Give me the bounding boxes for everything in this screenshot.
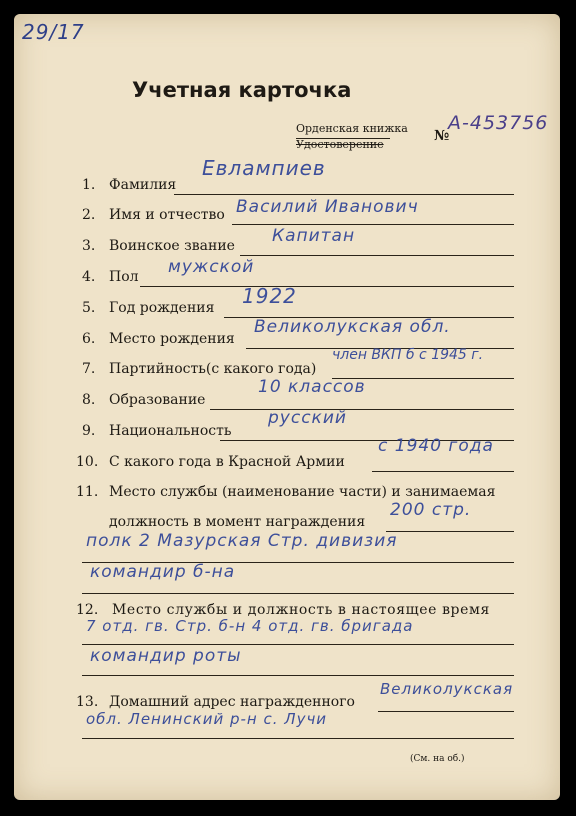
field-2-label: Имя и отчество xyxy=(109,207,225,223)
field-7-num: 7. xyxy=(82,361,96,377)
field-6-label: Место рождения xyxy=(109,331,235,347)
current-service-value-line1: 7 отд. гв. Стр. б-н 4 отд. гв. бригада xyxy=(86,617,414,635)
army-since-value: с 1940 года xyxy=(378,436,494,456)
field-5-num: 5. xyxy=(82,300,96,316)
field-8-label: Образование xyxy=(109,392,206,408)
sex-value: мужской xyxy=(168,257,255,277)
field-4-label: Пол xyxy=(109,269,139,285)
home-address-value-line1: Великолукская xyxy=(380,680,514,698)
surname-value: Евлампиев xyxy=(202,156,326,180)
unit-position-value-line2: полк 2 Мазурская Стр. дивизия xyxy=(86,531,398,551)
field-3-label: Воинское звание xyxy=(109,238,235,254)
field-6-num: 6. xyxy=(82,331,96,347)
corner-note: 29/17 xyxy=(22,20,85,44)
home-address-value-line2: обл. Ленинский р-н с. Лучи xyxy=(86,710,328,728)
field-12-num: 12. xyxy=(76,602,99,618)
field-5-label: Год рождения xyxy=(109,300,215,316)
field-1-label: Фамилия xyxy=(109,177,177,193)
field-4-num: 4. xyxy=(82,269,96,285)
field-8-num: 8. xyxy=(82,392,96,408)
order-book-label: Орденская книжка xyxy=(296,122,408,135)
field-3-num: 3. xyxy=(82,238,96,254)
field-13-label: Домашний адрес награжденного xyxy=(109,694,355,710)
certificate-label-struck: Удостоверение xyxy=(296,138,384,151)
field-11-label-line2: должность в момент награждения xyxy=(109,514,366,530)
field-12-label: Место службы и должность в настоящее время xyxy=(112,602,490,618)
field-11-num: 11. xyxy=(76,484,99,500)
field-11-label-line1: Место службы (наименование части) и занимаемая xyxy=(109,484,496,500)
birth-year-value: 1922 xyxy=(242,284,297,308)
field-9-label: Национальность xyxy=(109,423,232,439)
field-10-num: 10. xyxy=(76,454,99,470)
unit-position-value-line1: 200 стр. xyxy=(390,500,472,520)
footer-note: (См. на об.) xyxy=(410,754,465,764)
rank-value: Капитан xyxy=(272,226,356,246)
birthplace-value: Великолукская обл. xyxy=(254,317,451,337)
record-card xyxy=(14,14,560,800)
field-1-num: 1. xyxy=(82,177,96,193)
field-13-num: 13. xyxy=(76,694,99,710)
field-2-num: 2. xyxy=(82,207,96,223)
unit-position-value-line3: командир б-на xyxy=(90,562,236,582)
card-title: Учетная карточка xyxy=(132,78,352,102)
field-9-num: 9. xyxy=(82,423,96,439)
education-value: 10 классов xyxy=(258,377,366,397)
number-label: № xyxy=(434,128,450,144)
order-book-number: А-453756 xyxy=(448,112,549,134)
field-7-label: Партийность(с какого года) xyxy=(109,361,317,377)
name-patronymic-value: Василий Иванович xyxy=(236,197,419,217)
nationality-value: русский xyxy=(268,408,347,428)
field-10-label: С какого года в Красной Армии xyxy=(109,454,345,470)
current-service-value-line2: командир роты xyxy=(90,646,242,666)
party-value: член ВКП б с 1945 г. xyxy=(332,347,484,363)
